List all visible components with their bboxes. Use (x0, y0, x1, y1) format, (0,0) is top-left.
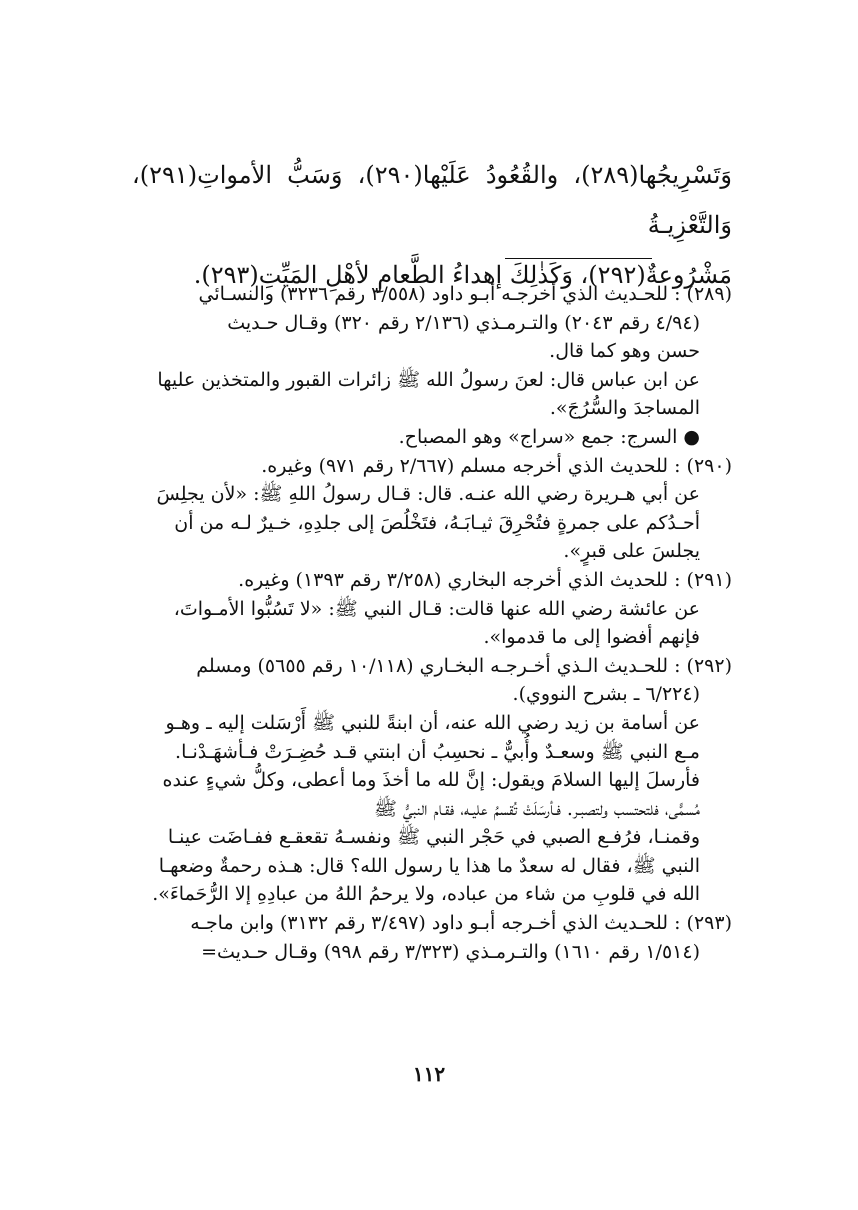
footnote-number: (٢٩٠) (686, 454, 732, 477)
footnote-line: (١/٥١٤ رقم ١٦١٠) والتـرمـذي (٣/٣٢٣ رقم ٩٩٨) وقـال حـديث= (201, 940, 700, 963)
footnote-289 (130, 280, 732, 452)
footnote-source: : للحـديث الذي أخـرجه أبـو داود (٣/٤٩٧ رقم ٣١٣٢) وابن ماجـه (190, 912, 681, 935)
footnote-line: يجلسَ على قبرٍ». (563, 540, 700, 563)
footnote-292 (130, 652, 732, 909)
footnote-291 (130, 566, 732, 652)
footnote-line: فأرسلَ إليها السلامَ ويقول: إنَّ لله ما أخذَ وما أعطى، وكلُّ شيءٍ عنده (162, 769, 700, 792)
footnote-line: الله في قلوبِ من شاء من عباده، ولا يرحمُ اللهُ من عبادِهِ إلا الرُّحَماءَ». (152, 883, 700, 906)
page-number: ١١٢ (412, 1062, 446, 1086)
footnote-number: (٢٩٢) (686, 654, 732, 677)
footnote-line: حسن وهو كما قال. (549, 340, 700, 363)
footnote-number: (٢٩١) (686, 568, 732, 591)
footnote-source: : للحديث الذي أخرجه مسلم (٢/٦٦٧ رقم ٩٧١) وغيره. (261, 454, 681, 477)
footnote-source: : للحـديث الذي أخرجـه أبـو داود (٣/٥٥٨ رقم ٣٢٣٦) والنسـائي (198, 283, 681, 305)
footnote-number: (٢٩٣) (686, 912, 732, 935)
footnote-line: النبي ﷺ، فقال له سعدٌ ما هذا يا رسول الله؟ قال: هـذه رحمةٌ وضعهـا (158, 854, 700, 877)
footnote-number: (٢٨٩) (686, 283, 732, 305)
footnote-source: : للحديث الذي أخرجه البخاري (٣/٢٥٨ رقم ١٣٩٣) وغيره. (238, 568, 681, 591)
footnote-line: فإنهم أفضوا إلى ما قدموا». (483, 626, 700, 649)
footnote-293 (130, 909, 732, 966)
footnote-line: مُسمًّى، فلتحتسب ولتصبـر. فـأرسَلَتْ تُقسمُ عليـه، فقـام النبيُّ ﷺ (373, 797, 700, 820)
footnote-line: عن أسامة بن زيد رضي الله عنه، أن ابنةً للنبي ﷺ أَرْسَلت إليه ـ وهـو (165, 711, 700, 734)
footnote-line: أحـدُكم على جمرةٍ فتُحْرِقَ ثيـابَـهُ، فتَخْلُصَ إلى جلدِهِ، خـيرٌ لـه من أن (174, 511, 700, 534)
footnote-line: مـع النبي ﷺ وسعـدٌ وأُبيٌّ ـ نحسِبُ أن ابنتي قـد حُضِـرَتْ فـأشهَـدْنـا. (175, 740, 700, 763)
footnote-divider (505, 258, 652, 259)
footnote-line: عن أبي هـريرة رضي الله عنـه. قال: قـال رسولُ اللهِ ﷺ: «لأن يجلِسَ (156, 483, 700, 506)
main-text-line: وَتَسْرِيجُها(٢٨٩)، والقُعُودُ عَلَيْها(٢٩٠)، وَسَبُّ الأمواتِ(٢٩١)، وَالتَّعْزِيـةُ (132, 161, 732, 239)
footnote-line: وقمنـا، فرُفـع الصبي في حَجْر النبي ﷺ ونفسـهُ تقعقـع ففـاضَت عينـا (167, 826, 700, 849)
footnote-290 (130, 452, 732, 566)
footnote-line: عن عائشة رضي الله عنها قالت: قـال النبي ﷺ: «لا تَسُبُّوا الأمـواتَ، (173, 597, 700, 620)
footnote-line: (٤/٩٤ رقم ٢٠٤٣) والتـرمـذي (٢/١٣٦ رقم ٣٢٠) وقـال حـديث (227, 311, 700, 334)
main-text (132, 150, 732, 300)
footnote-source: : للحـديث الـذي أخـرجـه البخـاري (١٠/١١٨ رقم ٥٦٥٥) ومسلم (196, 654, 681, 677)
footnote-gloss: ● السرج: جمع «سراج» وهو المصباح. (130, 423, 700, 452)
footnote-line: عن ابن عباس قال: لعنَ رسولُ الله ﷺ زائرات القبور والمتخذين عليها (157, 368, 700, 391)
footnote-line: المساجدَ والسُّرُجَ». (549, 397, 700, 420)
footnote-line: (٦/٢٢٤ ـ بشرح النووي). (512, 683, 700, 706)
footnotes (130, 280, 732, 966)
main-text-line: مَشْرُوعةٌ(٢٩٢)، وَكَذٰلِكَ إهداءُ الطَّعامِ لأهْلِ المَيِّتِ(٢٩٣). (193, 261, 732, 289)
